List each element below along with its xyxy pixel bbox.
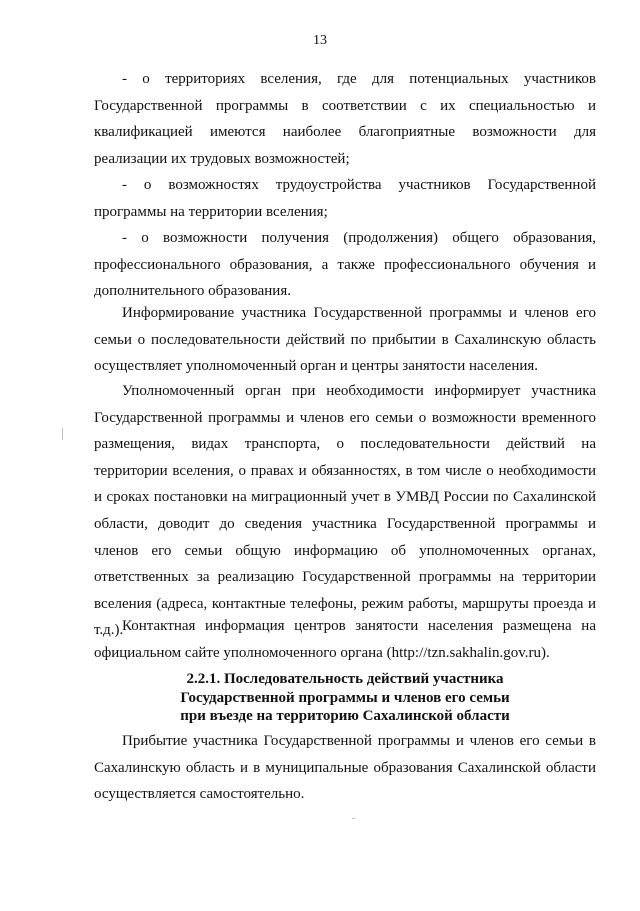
- section-heading-line: 2.2.1. Последовательность действий участника: [186, 671, 504, 687]
- section-heading: [94, 670, 596, 726]
- paragraph-contact-info: Контактная информация центров занятости населения размещена на официальном сайте уполномоченного органа (http://tzn.sakhalin.gov.ru).: [94, 618, 596, 661]
- paragraph-employment: - о возможностях трудоустройства участников Государственной программы на территории вселения;: [94, 177, 596, 220]
- scan-mark: [352, 818, 355, 819]
- paragraph-authorized-body: Уполномоченный орган при необходимости информирует участника Государственной программы и членов его семьи о возможности временного размещения, видах транспорта, о последовательности действий на территории вселения, о правах и обязанностях, в том числе о необходимости и сроках постановки на миграционный учет в УМВД России по Сахалинской области, доводит до сведения участника Государственной программы и членов его семьи общую информацию об уполномоченных органах, ответственных за реализацию Государственной программы на территории вселения (адреса, контактные телефоны, режим работы, маршруты проезда и т.д.).: [94, 383, 596, 639]
- paragraph-territories: - о территориях вселения, где для потенциальных участников Государственной программы в соответствии с их специальностью и квалификацией имеются наиболее благоприятные возможности для реализации их трудовых возможностей;: [94, 71, 596, 167]
- paragraph-education: - о возможности получения (продолжения) общего образования, профессионального образования, а также профессионального обучения и дополнительного образования.: [94, 230, 596, 300]
- scan-mark: [62, 428, 63, 440]
- paragraph-arrival: Прибытие участника Государственной программы и членов его семьи в Сахалинскую область и в муниципальные образования Сахалинской области осуществляется самостоятельно.: [94, 733, 596, 803]
- section-heading-line: Государственной программы и членов его семьи: [180, 689, 510, 706]
- section-heading-line: при въезде на территорию Сахалинской области: [180, 708, 510, 725]
- paragraph-informing: Информирование участника Государственной программы и членов его семьи о последовательности действий по прибытии в Сахалинскую область осуществляет уполномоченный орган и центры занятости населения.: [94, 305, 596, 375]
- page-number: 13: [313, 33, 327, 48]
